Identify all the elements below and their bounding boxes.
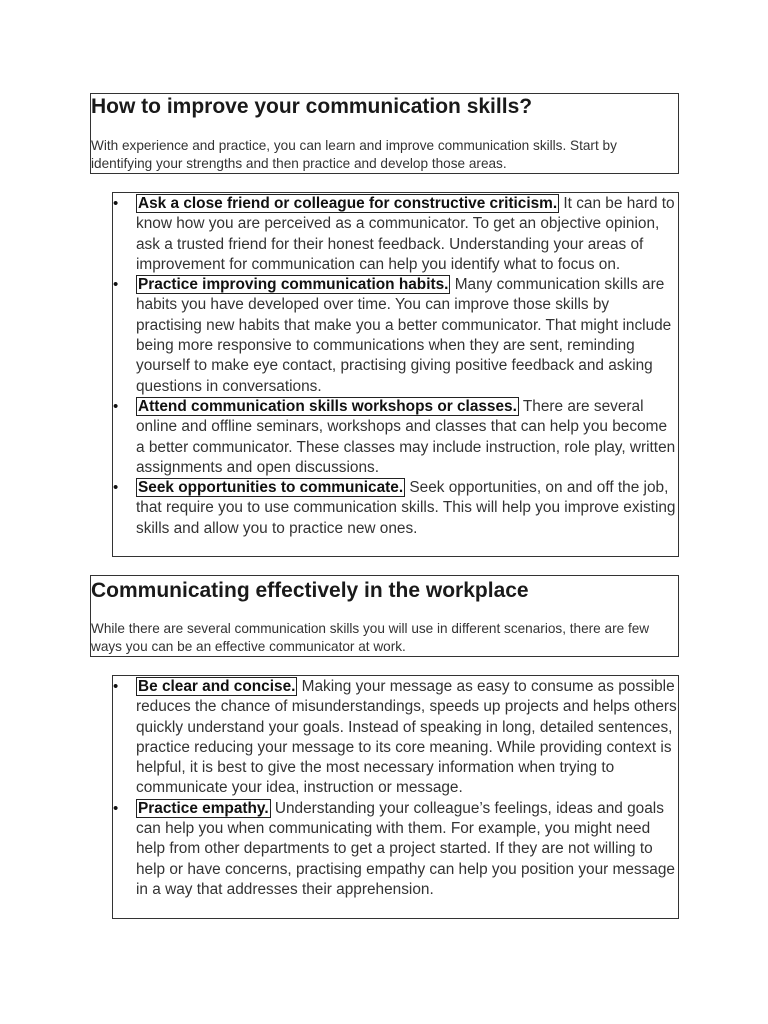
bullet-icon: •	[113, 397, 119, 415]
section-2-heading: Communicating effectively in the workplace	[91, 579, 529, 602]
section-2-list	[113, 677, 678, 900]
bullet-icon: •	[113, 479, 119, 497]
section-1-header	[90, 93, 679, 174]
item-text: Making your message as easy to consume as possible reduces the chance of misunderstandings, speeds up projects and helps others quickly understand your goals. Instead of speaking in long, detailed sentences, practice reducing your message to its core meaning. While providing context is helpful, it is best to give the most necessary information when trying to communicate your idea, instruction or message.	[136, 678, 677, 797]
list-item	[113, 677, 678, 799]
item-text: There are several online and offline seminars, workshops and classes that can help you become a better communicator. These classes may include instruction, role play, written assignments and open discussions.	[136, 397, 676, 476]
item-text: Understanding your colleague’s feelings, ideas and goals can help you when communicating with them. For example, you might need help from other departments to get a project started. If they are not willing to help or have concerns, practising empathy can help you position your message in a way that addresses their apprehension.	[136, 799, 675, 898]
item-lead: Practice empathy.	[138, 799, 269, 817]
item-lead: Attend communication skills workshops or classes.	[138, 397, 517, 415]
bullet-icon: •	[113, 799, 119, 817]
section-2-header	[90, 575, 679, 657]
section-2-intro: While there are several communication skills you will use in different scenarios, there are few ways you can be an effective communicator at work.	[91, 621, 650, 654]
bullet-icon: •	[113, 678, 119, 695]
item-text: Many communication skills are habits you have developed over time. You can improve those skills by practising new habits that make you a better communicator. That might include being more responsive to communications when they are sent, reminding yourself to make eye contact, practising giving positive feedback and asking questions in conversations.	[136, 276, 672, 395]
bullet-icon: •	[113, 276, 119, 294]
section-2-list-box	[112, 675, 679, 919]
section-1-intro: With experience and practice, you can learn and improve communication skills. Start by identifying your strengths and then practice and develop those areas.	[91, 138, 617, 171]
section-1-list	[113, 194, 678, 539]
item-lead: Practice improving communication habits.	[138, 276, 449, 294]
section-1-list-box	[112, 192, 679, 557]
item-text: Seek opportunities, on and off the job, that require you to use communication skills. This will help you improve existing skills and allow you to practice new ones.	[136, 479, 676, 537]
item-text: It can be hard to know how you are perceived as a communicator. To get an objective opinion, ask a trusted friend for their honest feedback. Understanding your areas of improvement for communication can help you identify what to focus on.	[136, 195, 675, 273]
item-lead: Be clear and concise.	[138, 678, 296, 695]
list-item	[113, 478, 678, 539]
list-item	[113, 397, 678, 478]
section-1-heading: How to improve your communication skills?	[91, 95, 533, 118]
list-item	[113, 275, 678, 397]
item-lead: Ask a close friend or colleague for constructive criticism.	[138, 195, 558, 212]
bullet-icon: •	[113, 195, 119, 212]
list-item	[113, 799, 678, 900]
item-lead: Seek opportunities to communicate.	[138, 479, 404, 497]
list-item	[113, 194, 678, 275]
